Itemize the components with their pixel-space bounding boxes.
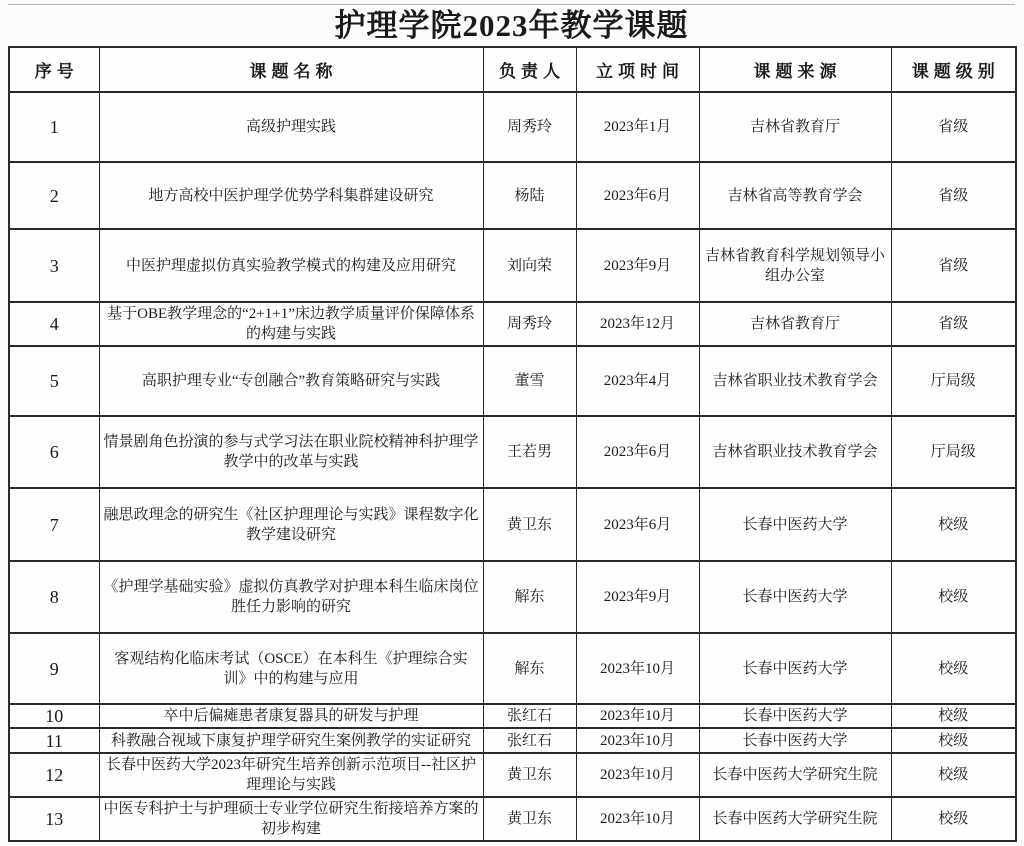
cell-approval-date: 2023年9月 (576, 229, 699, 302)
cell-approval-date: 2023年4月 (576, 346, 699, 416)
cell-project-name: 中医专科护士与护理硕士专业学位研究生衔接培养方案的初步构建 (99, 797, 483, 841)
cell-leader: 董雪 (483, 346, 576, 416)
cell-level: 校级 (891, 633, 1016, 704)
table-row (9, 229, 1016, 302)
cell-source: 吉林省教育厅 (699, 92, 891, 162)
projects-table (8, 46, 1017, 842)
col-header-source: 课题来源 (699, 47, 891, 92)
header-row (9, 47, 1016, 92)
table-row (9, 302, 1016, 346)
table-row (9, 488, 1016, 561)
cell-project-name: 卒中后偏瘫患者康复器具的研发与护理 (99, 704, 483, 728)
cell-project-name: 客观结构化临床考试（OSCE）在本科生《护理综合实训》中的构建与应用 (99, 633, 483, 704)
table-row (9, 633, 1016, 704)
cell-leader: 周秀玲 (483, 92, 576, 162)
cell-level: 校级 (891, 753, 1016, 797)
cell-leader: 张红石 (483, 728, 576, 753)
cell-serial-number: 12 (9, 753, 99, 797)
col-header-level: 课题级别 (891, 47, 1016, 92)
cell-leader: 黄卫东 (483, 488, 576, 561)
cell-source: 吉林省教育科学规划领导小组办公室 (699, 229, 891, 302)
cell-source: 长春中医药大学 (699, 633, 891, 704)
cell-serial-number: 11 (9, 728, 99, 753)
cell-project-name: 长春中医药大学2023年研究生培养创新示范项目--社区护理理论与实践 (99, 753, 483, 797)
cell-approval-date: 2023年1月 (576, 92, 699, 162)
cell-serial-number: 3 (9, 229, 99, 302)
table-row (9, 416, 1016, 488)
cell-level: 校级 (891, 488, 1016, 561)
cell-level: 校级 (891, 728, 1016, 753)
cell-level: 省级 (891, 302, 1016, 346)
table-row (9, 561, 1016, 633)
cell-serial-number: 5 (9, 346, 99, 416)
cell-leader: 张红石 (483, 704, 576, 728)
cell-approval-date: 2023年6月 (576, 488, 699, 561)
cell-leader: 黄卫东 (483, 753, 576, 797)
cell-serial-number: 2 (9, 162, 99, 229)
cell-project-name: 高级护理实践 (99, 92, 483, 162)
table-row (9, 728, 1016, 753)
cell-project-name: 科教融合视域下康复护理学研究生案例教学的实证研究 (99, 728, 483, 753)
table-row (9, 797, 1016, 841)
cell-serial-number: 10 (9, 704, 99, 728)
cell-source: 长春中医药大学研究生院 (699, 797, 891, 841)
cell-serial-number: 1 (9, 92, 99, 162)
cell-project-name: 《护理学基础实验》虚拟仿真教学对护理本科生临床岗位胜任力影响的研究 (99, 561, 483, 633)
col-header-project-name: 课题名称 (99, 47, 483, 92)
cell-project-name: 基于OBE教学理念的“2+1+1”床边教学质量评价保障体系的构建与实践 (99, 302, 483, 346)
cell-serial-number: 7 (9, 488, 99, 561)
cell-approval-date: 2023年9月 (576, 561, 699, 633)
cell-approval-date: 2023年10月 (576, 633, 699, 704)
cell-level: 校级 (891, 561, 1016, 633)
table-row (9, 162, 1016, 229)
cell-approval-date: 2023年10月 (576, 704, 699, 728)
cell-level: 省级 (891, 92, 1016, 162)
cell-level: 校级 (891, 704, 1016, 728)
cell-source: 吉林省教育厅 (699, 302, 891, 346)
cell-source: 长春中医药大学 (699, 704, 891, 728)
cell-approval-date: 2023年10月 (576, 728, 699, 753)
cell-project-name: 地方高校中医护理学优势学科集群建设研究 (99, 162, 483, 229)
table-row (9, 753, 1016, 797)
cell-leader: 黄卫东 (483, 797, 576, 841)
cell-level: 校级 (891, 797, 1016, 841)
table-row (9, 92, 1016, 162)
cell-level: 省级 (891, 229, 1016, 302)
cell-serial-number: 8 (9, 561, 99, 633)
cell-leader: 解东 (483, 633, 576, 704)
col-header-serial-number: 序号 (9, 47, 99, 92)
cell-level: 厅局级 (891, 346, 1016, 416)
page-title: 护理学院2023年教学课题 (334, 8, 689, 43)
cell-project-name: 融思政理念的研究生《社区护理理论与实践》课程数字化教学建设研究 (99, 488, 483, 561)
cell-approval-date: 2023年10月 (576, 753, 699, 797)
cell-source: 吉林省职业技术教育学会 (699, 416, 891, 488)
cell-source: 长春中医药大学 (699, 561, 891, 633)
cell-source: 吉林省职业技术教育学会 (699, 346, 891, 416)
cell-leader: 解东 (483, 561, 576, 633)
cell-source: 长春中医药大学研究生院 (699, 753, 891, 797)
table-row (9, 704, 1016, 728)
cell-approval-date: 2023年6月 (576, 162, 699, 229)
cell-project-name: 中医护理虚拟仿真实验教学模式的构建及应用研究 (99, 229, 483, 302)
cell-leader: 刘向荣 (483, 229, 576, 302)
cell-level: 省级 (891, 162, 1016, 229)
cell-source: 长春中医药大学 (699, 488, 891, 561)
col-header-leader: 负责人 (483, 47, 576, 92)
cell-serial-number: 9 (9, 633, 99, 704)
cell-leader: 王若男 (483, 416, 576, 488)
cell-leader: 杨陆 (483, 162, 576, 229)
col-header-approval-date: 立项时间 (576, 47, 699, 92)
cell-approval-date: 2023年12月 (576, 302, 699, 346)
cell-approval-date: 2023年6月 (576, 416, 699, 488)
cell-serial-number: 13 (9, 797, 99, 841)
cell-project-name: 高职护理专业“专创融合”教育策略研究与实践 (99, 346, 483, 416)
cell-level: 厅局级 (891, 416, 1016, 488)
cell-approval-date: 2023年10月 (576, 797, 699, 841)
cell-serial-number: 4 (9, 302, 99, 346)
cell-source: 吉林省高等教育学会 (699, 162, 891, 229)
cell-project-name: 情景剧角色扮演的参与式学习法在职业院校精神科护理学教学中的改革与实践 (99, 416, 483, 488)
cell-leader: 周秀玲 (483, 302, 576, 346)
cell-source: 长春中医药大学 (699, 728, 891, 753)
cell-serial-number: 6 (9, 416, 99, 488)
table-row (9, 346, 1016, 416)
